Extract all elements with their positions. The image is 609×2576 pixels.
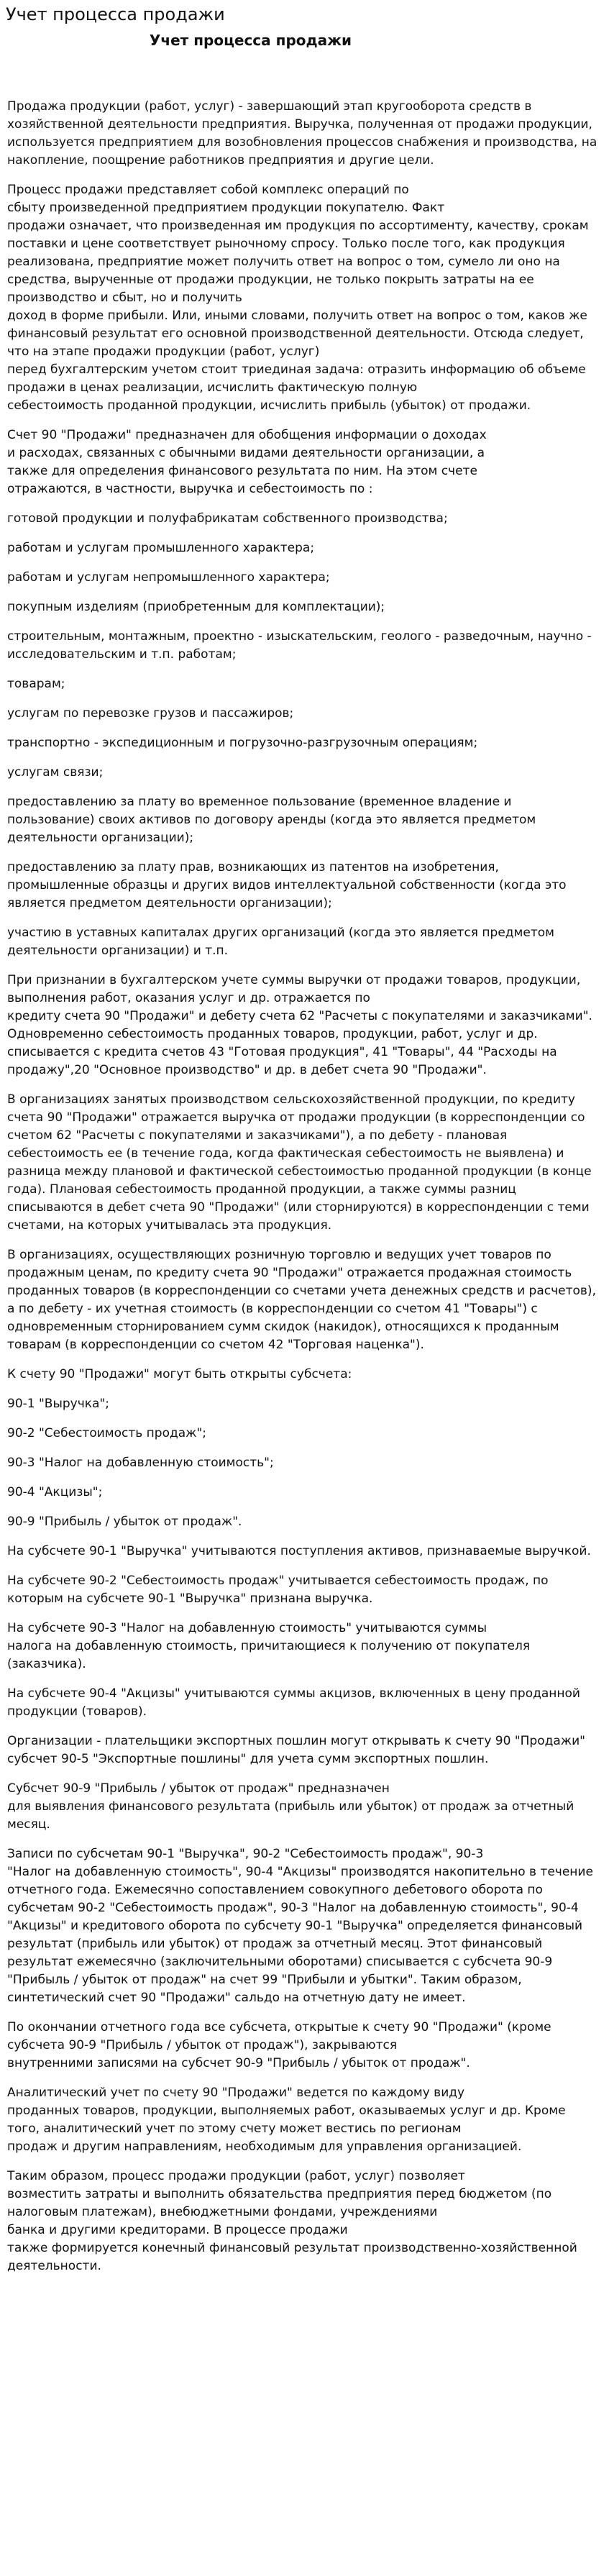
body-paragraph: Таким образом, процесс продажи продукции (работ, услуг) позволяет возместить затраты и выполнить обязательства предприятия перед бюджетом (по налоговым платежам), внебюджетными фондами, учреждениями банка и другими кредиторами. В процессе продажи также формируется конечный финансовый результат производственно-хозяйственной деятельности. (7, 2169, 577, 2273)
body-paragraph: К счету 90 "Продажи" могут быть открыты субсчета: (7, 1367, 352, 1381)
body-paragraph: транспортно - экспедиционным и погрузочно-разгрузочным операциям; (7, 736, 478, 750)
body-paragraph: услугам связи; (7, 765, 104, 780)
body-paragraph: строительным, монтажным, проектно - изыскательским, геолого - разведочным, научно - исследовательским и т.п. работам; (7, 629, 592, 662)
body-paragraph: предоставлению за плату прав, возникающих из патентов на изобретения, промышленные образцы и других видов интеллектуальной собственности (когда это является предметом деятельности организации); (7, 860, 567, 910)
body-paragraph: Аналитический учет по счету 90 "Продажи" ведется по каждому виду проданных товаров, продукции, выполняемых работ, оказываемых услуг и др. Кроме того, аналитический учет по этому счету может вестись по регионам продаж и другим направлениям, необходимым для управления организацией. (7, 2086, 566, 2154)
page-title: Учет процесса продажи (6, 4, 225, 24)
body-paragraph: 90-4 "Акцизы"; (7, 1485, 103, 1499)
body-paragraph: На субсчете 90-1 "Выручка" учитываются поступления активов, признаваемые выручкой. (7, 1544, 591, 1558)
body-paragraph: По окончании отчетного года все субсчета, открытые к счету 90 "Продажи" (кроме субсчета 90-9 "Прибыль / убыток от продаж"), закрываются внутренними записями на субсчет 90-9 "Прибыль / убыток от продаж". (7, 2020, 551, 2070)
body-paragraph: работам и услугам промышленного характера; (7, 541, 315, 555)
body-paragraph: участию в уставных капиталах других организаций (когда это является предметом деятельности организации) и т.п. (7, 926, 554, 958)
body-paragraph: При признании в бухгалтерском учете суммы выручки от продажи товаров, продукции, выполнения работ, оказания услуг и др. отражается по кредиту счета 90 "Продажи" и дебету счета 62 "Расчеты с покупателями и заказчиками". Одновременно себестоимость проданных товаров, продукции, работ, услуг и др. списывается с кредита счетов 43 "Готовая продукция", 41 "Товары", 44 "Расходы на продажу",20 "Основное производство" и др. в дебет счета 90 "Продажи". (7, 973, 592, 1077)
body-paragraph: Процесс продажи представляет собой комплекс операций по сбыту произведенной предприятием продукции покупателю. Факт продажи означает, что произведенная им продукция по ассортименту, качеству, срокам поставки и цене соответствует рыночному спросу. Только после того, как продукция реализована, предприятие может получить ответ на вопрос о том, сумело ли оно на средства, вырученные от продажи продукции, не только покрыть затраты на ее производство и сбыт, но и получить доход в форме прибыли. Или, иными словами, получить ответ на вопрос о том, каков же финансовый результат его основной производственной деятельности. Отсюда следует, что на этапе продажи продукции (работ, услуг) перед бухгалтерским учетом стоит триединая задача: отразить информацию об объеме продажи в ценах реализации, исчислить фактическую полную себестоимость проданной продукции, исчислить прибыль (убыток) от продажи. (7, 183, 589, 413)
body-paragraph: Субсчет 90-9 "Прибыль / убыток от продаж" предназначен для выявления финансового результата (прибыль или убыток) от продаж за отчетный месяц. (7, 1781, 574, 1832)
body-paragraph: Записи по субсчетам 90-1 "Выручка", 90-2 "Себестоимость продаж", 90-3 "Налог на добавленную стоимость", 90-4 "Акцизы" производятся накопительно в течение отчетного года. Ежемесячно сопоставлением совокупного дебетового оборота по субсчетам 90-2 "Себестоимость продаж", 90-3 "Налог на добавленную стоимость", 90-4 "Акцизы" и кредитового оборота по субсчету 90-1 "Выручка" определяется финансовый результат (прибыль или убыток) от продаж за отчетный месяц. Этот финансовый результат ежемесячно (заключительными оборотами) списывается с субсчета 90-9 "Прибыль / убыток от продаж" на счет 99 "Прибыли и убытки". Таким образом, синтетический счет 90 "Продажи" сальдо на отчетную дату не имеет. (7, 1847, 593, 2005)
document-body (0, 50, 609, 2275)
body-paragraph: 90-2 "Себестоимость продаж"; (7, 1426, 207, 1440)
body-paragraph: Организации - плательщики экспортных пошлин могут открывать к счету 90 "Продажи" субсчет 90-5 "Экспортные пошлины" для учета сумм экспортных пошлин. (7, 1734, 585, 1766)
body-paragraph: На субсчете 90-2 "Себестоимость продаж" учитывается себестоимость продаж, по которым на субсчете 90-1 "Выручка" признана выручка. (7, 1574, 549, 1606)
body-paragraph: предоставлению за плату во временное пользование (временное владение и пользование) своих активов по договору аренды (когда это является предметом деятельности организации); (7, 795, 536, 845)
body-paragraph: работам и услугам непромышленного характера; (7, 570, 330, 585)
document-heading: Учет процесса продажи (149, 32, 352, 49)
body-paragraph: Продажа продукции (работ, услуг) - завершающий этап кругооборота средств в хозяйственной деятельности предприятия. Выручка, полученная от продажи продукции, используется предприятием для возобновления процессов снабжения и производства, на накопление, поощрение работников предприятия и другие цели. (7, 99, 597, 168)
body-paragraph: покупным изделиям (приобретенным для комплектации); (7, 600, 385, 614)
body-paragraph: готовой продукции и полуфабрикатам собственного производства; (7, 511, 448, 526)
body-paragraph: 90-1 "Выручка"; (7, 1397, 110, 1411)
body-paragraph: товарам; (7, 677, 65, 691)
body-paragraph: На субсчете 90-3 "Налог на добавленную стоимость" учитываются суммы налога на добавленную стоимость, причитающиеся к получению от покупателя (заказчика). (7, 1621, 531, 1671)
body-paragraph: 90-3 "Налог на добавленную стоимость"; (7, 1456, 274, 1470)
body-paragraph: На субсчете 90-4 "Акцизы" учитываются суммы акцизов, включенных в цену проданной продукции (товаров). (7, 1686, 580, 1719)
body-paragraph: услугам по перевозке грузов и пассажиров; (7, 706, 294, 721)
body-paragraph: Счет 90 "Продажи" предназначен для обобщения информации о доходах и расходах, связанных с обычными видами деятельности организации, а также для определения финансового результата по ним. На этом счете отражаются, в частности, выручка и себестоимость по : (7, 428, 487, 496)
body-paragraph: В организациях занятых производством сельскохозяйственной продукции, по кредиту счета 90 "Продажи" отражается выручка от продажи продукции (в корреспонденции со счетом 62 "Расчеты с покупателями и заказчиками"), а по дебету - плановая себестоимость ее (в течение года, когда фактическая себестоимость не выявлена) и разница между плановой и фактической себестоимостью проданной продукции (в конце года). Плановая себестоимость проданной продукции, а также суммы разниц списываются в дебет счета 90 "Продажи" (или сторнируются) в корреспонденции с теми счетами, на которых учитывалась эта продукция. (7, 1092, 592, 1233)
body-paragraph: 90-9 "Прибыль / убыток от продаж". (7, 1515, 242, 1529)
body-paragraph: В организациях, осуществляющих розничную торговлю и ведущих учет товаров по продажным ценам, по кредиту счета 90 "Продажи" отражается продажная стоимость проданных товаров (в корреспонденции со счетами учета денежных средств и расчетов), а по дебету - их учетная стоимость (в корреспонденции со счетом 41 "Товары") с одновременным сторнированием сумм скидок (накидок), относящихся к проданным товарам (в корреспонденции со счетом 42 "Торговая наценка"). (7, 1248, 596, 1352)
